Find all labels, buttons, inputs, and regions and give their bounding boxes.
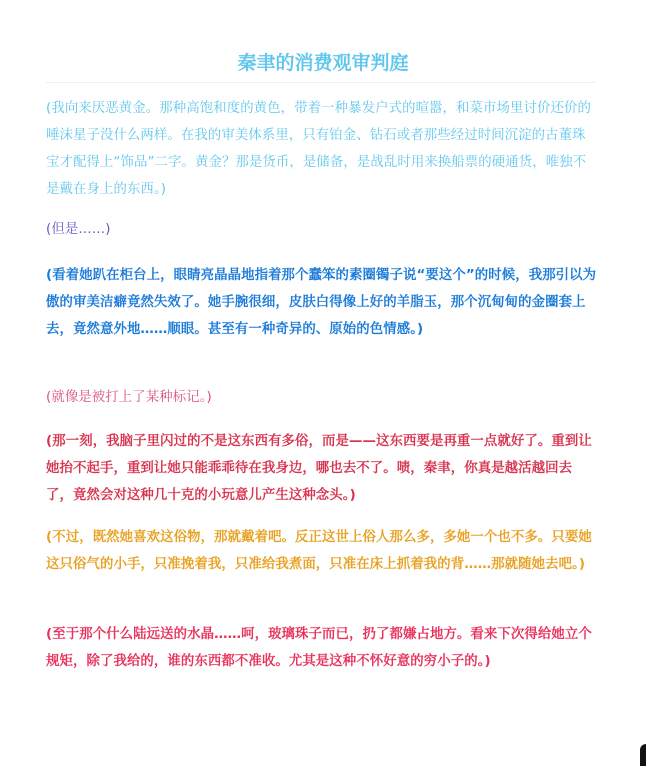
title-divider	[46, 82, 596, 83]
page-title: 秦聿的消费观审判庭	[237, 52, 409, 74]
paragraph-but: (但是……)	[46, 222, 111, 237]
paragraph-crystal: (至于那个什么陆远送的水晶……呵，玻璃珠子而已，扔了都嫌占地方。看来下次得给她立个规矩，除了我给的，谁的东西都不准收。尤其是这种不怀好意的穷小子的。)	[46, 627, 592, 669]
paragraph-bracelet-scene: (看着她趴在柜台上，眼睛亮晶晶地指着那个蠢笨的素圈镯子说“要这个”的时候，我那引以为傲的审美洁癖竟然失效了。她手腕很细，皮肤白得像上好的羊脂玉，那个沉甸甸的金圈套上去，竟然意外地……顺眼。甚至有一种奇异的、原始的色情感。)	[46, 268, 597, 337]
paragraph-that-moment: (那一刻，我脑子里闪过的不是这东西有多俗，而是——这东西要是再重一点就好了。重到让她抬不起手，重到让她只能乖乖待在我身边，哪也去不了。啧，秦聿，你真是越活越回去了，竟然会对这种几十克的小玩意儿产生这种念头。)	[46, 434, 592, 503]
paragraph-let-her-wear: (不过，既然她喜欢这俗物，那就戴着吧。反正这世上俗人那么多，多她一个也不多。只要她这只俗气的小手，只准挽着我，只准给我煮面，只准在床上抓着我的背……那就随她去吧。)	[46, 530, 592, 572]
corner-decoration	[640, 744, 646, 766]
paragraph-marked: (就像是被打上了某种标记。)	[46, 390, 212, 405]
paragraph-gold-dislike: (我向来厌恶黄金。那种高饱和度的黄色，带着一种暴发户式的喧嚣，和菜市场里讨价还价的唾沫星子没什么两样。在我的审美体系里，只有铂金、钻石或者那些经过时间沉淀的古董珠宝才配得上“饰品”二字。黄金？那是货币，是储备，是战乱时用来换船票的硬通货，唯独不是戴在身上的东西。)	[46, 101, 591, 197]
